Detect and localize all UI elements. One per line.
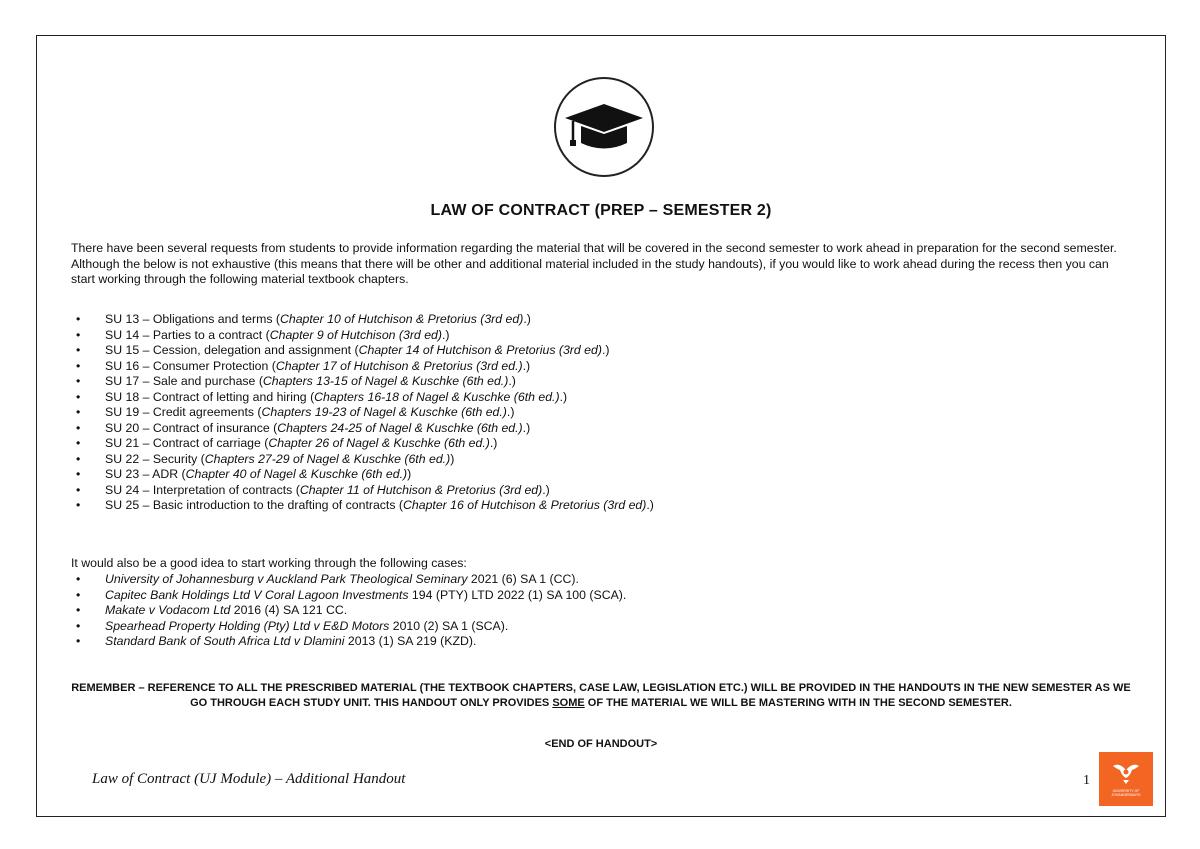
list-item: • Makate v Vodacom Ltd 2016 (4) SA 121 CC. <box>76 603 348 617</box>
bullet: • <box>76 482 81 497</box>
study-units-list <box>71 312 1131 514</box>
bullet: • <box>76 405 81 419</box>
list-item: • Capitec Bank Holdings Ltd V Coral Lagoon Investments 194 (PTY) LTD 2022 (1) SA 100 (SCA). <box>76 587 627 602</box>
list-item: • SU 14 – Parties to a contract (Chapter 9 of Hutchison (3rd ed).) <box>76 327 450 342</box>
list-item: • SU 18 – Contract of letting and hiring (Chapters 16-18 of Nagel & Kuschke (6th ed.).) <box>76 389 568 404</box>
bullet: • <box>76 343 81 357</box>
bullet: • <box>76 498 81 512</box>
cases-intro: It would also be a good idea to start working through the following cases: <box>71 556 467 570</box>
bullet: • <box>76 603 81 617</box>
handout-page <box>36 35 1166 817</box>
end-of-handout: <END OF HANDOUT> <box>544 738 658 750</box>
list-item: • University of Johannesburg v Auckland Park Theological Seminary 2021 (6) SA 1 (CC). <box>76 572 579 586</box>
page-title: LAW OF CONTRACT (PREP – SEMESTER 2) <box>430 202 772 219</box>
uj-logo <box>1099 752 1153 806</box>
uj-logo-text: UNIVERSITY OF JOHANNESBURG <box>1111 789 1141 797</box>
list-item: • SU 13 – Obligations and terms (Chapter 10 of Hutchison & Pretorius (3rd ed).) <box>76 312 531 326</box>
bullet: • <box>76 436 81 450</box>
list-item: • SU 23 – ADR (Chapter 40 of Nagel & Kuschke (6th ed.)) <box>76 467 412 481</box>
page-number: 1 <box>1083 773 1090 788</box>
bullet: • <box>76 587 81 602</box>
bullet: • <box>76 389 81 404</box>
list-item: • SU 20 – Contract of insurance (Chapters 24-25 of Nagel & Kuschke (6th ed.).) <box>76 420 531 435</box>
list-item: • SU 19 – Credit agreements (Chapters 19-23 of Nagel & Kuschke (6th ed.).) <box>76 405 515 419</box>
bullet: • <box>76 327 81 342</box>
list-item: • SU 15 – Cession, delegation and assignment (Chapter 14 of Hutchison & Pretorius (3rd ed).) <box>76 343 610 357</box>
bullet: • <box>76 634 81 648</box>
cases-list <box>71 572 1131 650</box>
bullet: • <box>76 312 81 326</box>
bullet: • <box>76 374 81 388</box>
bullet: • <box>76 358 81 373</box>
bullet: • <box>76 420 81 435</box>
list-item: • Spearhead Property Holding (Pty) Ltd v E&D Motors 2010 (2) SA 1 (SCA). <box>76 618 509 633</box>
list-item: • SU 24 – Interpretation of contracts (Chapter 11 of Hutchison & Pretorius (3rd ed).) <box>76 482 550 497</box>
list-item: • Standard Bank of South Africa Ltd v Dlamini 2013 (1) SA 219 (KZD). <box>76 634 477 648</box>
remember-notice: REMEMBER – REFERENCE TO ALL THE PRESCRIBED MATERIAL (THE TEXTBOOK CHAPTERS, CASE LAW, LEGISLATION ETC.) WILL BE PROVIDED IN THE HANDOUTS IN THE NEW SEMESTER AS WE GO THROUGH EACH STUDY UNIT. THIS HANDOUT ONLY PROVIDES SOME OF THE MATERIAL WE WILL BE MASTERING WITH IN THE SECOND SEMESTER. <box>71 682 1131 709</box>
list-item: • SU 17 – Sale and purchase (Chapters 13-15 of Nagel & Kuschke (6th ed.).) <box>76 374 516 388</box>
footer-title: Law of Contract (UJ Module) – Additional Handout <box>92 771 406 787</box>
graduation-cap-icon <box>553 76 655 178</box>
bullet: • <box>76 467 81 481</box>
intro-paragraph: There have been several requests from students to provide information regarding the material that will be covered in the second semester to work ahead in preparation for the second semester. Although the below is not exhaustive (this means that there will be other and additional material included in the study handouts), if you would like to work ahead during the recess then you can start working through the following material textbook chapters. <box>71 241 1117 286</box>
list-item: • SU 21 – Contract of carriage (Chapter 26 of Nagel & Kuschke (6th ed.).) <box>76 436 498 450</box>
list-item: • SU 16 – Consumer Protection (Chapter 17 of Hutchison & Pretorius (3rd ed.).) <box>76 358 531 373</box>
list-item: • SU 25 – Basic introduction to the drafting of contracts (Chapter 16 of Hutchison & Pretorius (3rd ed).) <box>76 498 654 512</box>
bullet: • <box>76 451 81 466</box>
bullet: • <box>76 618 81 633</box>
bullet: • <box>76 572 81 586</box>
list-item: • SU 22 – Security (Chapters 27-29 of Nagel & Kuschke (6th ed.)) <box>76 451 455 466</box>
uj-emblem-icon <box>1099 752 1153 792</box>
